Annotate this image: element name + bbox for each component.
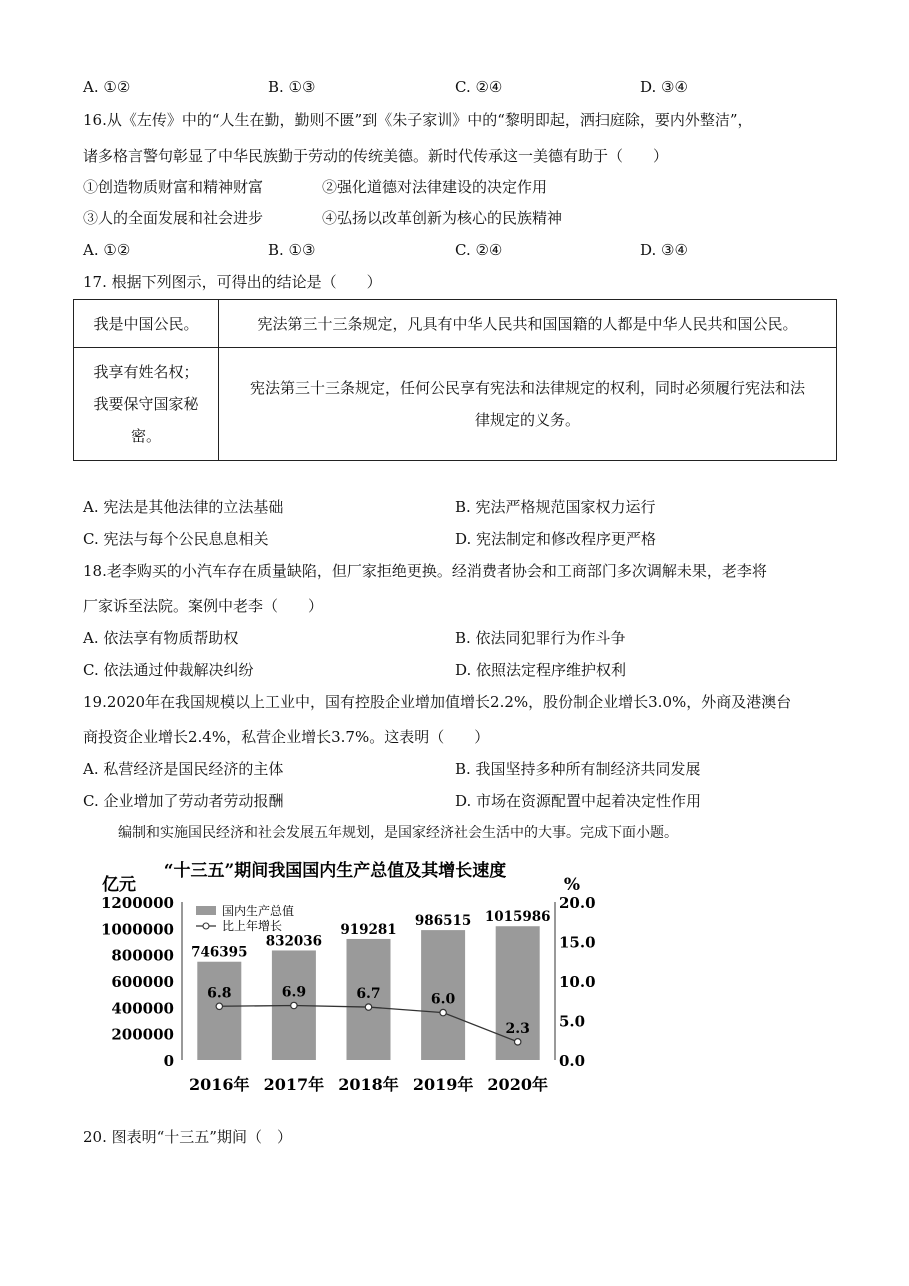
section-intro: 编制和实施国民经济和社会发展五年规划，是国家经济社会生活中的大事。完成下面小题。 (118, 825, 678, 841)
q17-row1-right: 宪法第三十三条规定，凡具有中华人民共和国国籍的人都是中华人民共和国公民。 (219, 300, 837, 348)
y-tick-left-label: 400000 (111, 999, 174, 1018)
q15-option-d[interactable]: D. ③④ (640, 78, 688, 96)
legend-line-marker (203, 923, 209, 929)
y-tick-left-label: 600000 (111, 973, 174, 991)
q19-option-d[interactable]: D. 市场在资源配置中起着决定性作用 (455, 792, 702, 810)
q17-row2-left-line3: 密。 (130, 427, 161, 445)
legend-bar-swatch (196, 906, 216, 915)
y-tick-left-label: 1200000 (100, 894, 174, 912)
q17-option-c[interactable]: C. 宪法与每个公民息息相关 (83, 530, 269, 548)
growth-rate-label: 6.8 (207, 985, 232, 1002)
bar-value-label: 832036 (265, 933, 323, 950)
y-tick-right-label: 15.0 (559, 933, 596, 952)
q16-statement-1: ①创造物质财富和精神财富 (83, 178, 264, 196)
q19-stem-line2: 商投资企业增长2.4%，私营企业增长3.7%。这表明（ ） (83, 728, 490, 746)
y-tick-left-label: 0 (163, 1052, 174, 1070)
q19-stem-line1: 19.2020年在我国规模以上工业中，国有控股企业增加值增长2.2%，股份制企业增长3.0%，外商及港澳台 (83, 693, 792, 711)
legend-bar-label: 国内生产总值 (222, 904, 295, 918)
q17-table (73, 299, 837, 461)
chart-title: “十三五”期间我国国内生产总值及其增长速度 (163, 861, 507, 881)
q20-stem: 20. 图表明“十三五”期间（ ） (83, 1128, 292, 1146)
growth-rate-point (365, 1004, 371, 1010)
q19-option-b[interactable]: B. 我国坚持多种所有制经济共同发展 (455, 760, 701, 778)
y-axis-left-label: 亿元 (102, 875, 136, 895)
x-tick-label: 2019年 (412, 1075, 474, 1094)
q18-option-d[interactable]: D. 依照法定程序维护权利 (455, 661, 627, 679)
q16-stem-line2: 诸多格言警句彰显了中华民族勤于劳动的传统美德。新时代传承这一美德有助于（ ） (83, 147, 669, 165)
q19-option-a[interactable]: A. 私营经济是国民经济的主体 (83, 760, 284, 778)
gdp-bar (197, 962, 241, 1060)
q16-option-a[interactable]: A. ①② (83, 241, 131, 259)
x-tick-label: 2018年 (338, 1075, 399, 1094)
q16-stem-line1: 16.从《左传》中的“人生在勤，勤则不匮”到《朱子家训》中的“黎明即起，洒扫庭除，要内外整洁”， (83, 111, 753, 129)
x-tick-label: 2017年 (263, 1075, 325, 1094)
x-tick-label: 2020年 (487, 1075, 548, 1094)
y-tick-right-label: 5.0 (559, 1012, 586, 1031)
q15-option-c[interactable]: C. ②④ (455, 78, 503, 96)
y-axis-right-label: % (563, 875, 580, 895)
q19-option-c[interactable]: C. 企业增加了劳动者劳动报酬 (83, 792, 284, 810)
growth-rate-point (216, 1003, 222, 1009)
legend-line-label: 比上年增长 (222, 919, 283, 933)
growth-rate-label: 6.9 (281, 984, 307, 1001)
q16-statement-4: ④弘扬以改革创新为核心的民族精神 (322, 209, 563, 227)
q17-row2-left (74, 348, 219, 461)
growth-rate-point (291, 1002, 297, 1008)
q16-statement-2: ②强化道德对法律建设的决定作用 (322, 178, 548, 196)
gdp-chart (90, 850, 596, 1100)
y-tick-left-label: 1000000 (100, 920, 174, 939)
q16-option-b[interactable]: B. ①③ (268, 241, 316, 259)
growth-rate-point (440, 1009, 446, 1015)
q17-row2-right-line1: 宪法第三十三条规定，任何公民享有宪法和法律规定的权利，同时必须履行宪法和法 (249, 379, 805, 397)
q17-option-a[interactable]: A. 宪法是其他法律的立法基础 (83, 498, 284, 516)
q15-option-b[interactable]: B. ①③ (268, 78, 316, 96)
bar-value-label: 986515 (414, 913, 472, 930)
q15-option-a[interactable]: A. ①② (83, 78, 131, 96)
y-tick-left-label: 200000 (111, 1025, 174, 1044)
q18-option-b[interactable]: B. 依法同犯罪行为作斗争 (455, 629, 626, 647)
q16-option-c[interactable]: C. ②④ (455, 241, 503, 259)
bar-value-label: 746395 (191, 944, 248, 961)
x-tick-label: 2016年 (189, 1075, 250, 1094)
q16-statement-3: ③人的全面发展和社会进步 (83, 209, 264, 227)
chart-legend (196, 903, 294, 933)
bar-value-label: 1015986 (484, 909, 551, 926)
y-tick-left-label: 800000 (111, 946, 174, 965)
q18-stem-line1: 18.老李购买的小汽车存在质量缺陷，但厂家拒绝更换。经消费者协会和工商部门多次调解未果，老李将 (83, 562, 767, 580)
q16-option-d[interactable]: D. ③④ (640, 241, 688, 259)
bar-value-label: 919281 (340, 921, 397, 938)
y-tick-right-label: 0.0 (559, 1052, 586, 1070)
q17-option-b[interactable]: B. 宪法严格规范国家权力运行 (455, 498, 656, 516)
y-tick-right-label: 10.0 (559, 973, 596, 991)
growth-rate-label: 2.3 (505, 1020, 530, 1037)
q18-stem-line2: 厂家诉至法院。案例中老李（ ） (83, 597, 324, 615)
q17-row2-right (219, 348, 837, 461)
q18-option-a[interactable]: A. 依法享有物质帮助权 (83, 629, 239, 647)
q17-stem: 17. 根据下列图示，可得出的结论是（ ） (83, 273, 382, 291)
q17-option-d[interactable]: D. 宪法制定和修改程序更严格 (455, 530, 657, 548)
growth-rate-label: 6.0 (430, 991, 456, 1008)
q17-row2-left-line1: 我享有姓名权； (93, 363, 199, 381)
q18-option-c[interactable]: C. 依法通过仲裁解决纠纷 (83, 661, 254, 679)
q17-row2-right-line2: 律规定的义务。 (474, 411, 580, 429)
q17-row2-left-line2: 我要保守国家秘 (93, 395, 199, 413)
growth-rate-point (515, 1039, 521, 1045)
q17-row1-left: 我是中国公民。 (74, 300, 219, 348)
y-tick-right-label: 20.0 (559, 894, 596, 912)
growth-rate-label: 6.7 (356, 986, 381, 1003)
